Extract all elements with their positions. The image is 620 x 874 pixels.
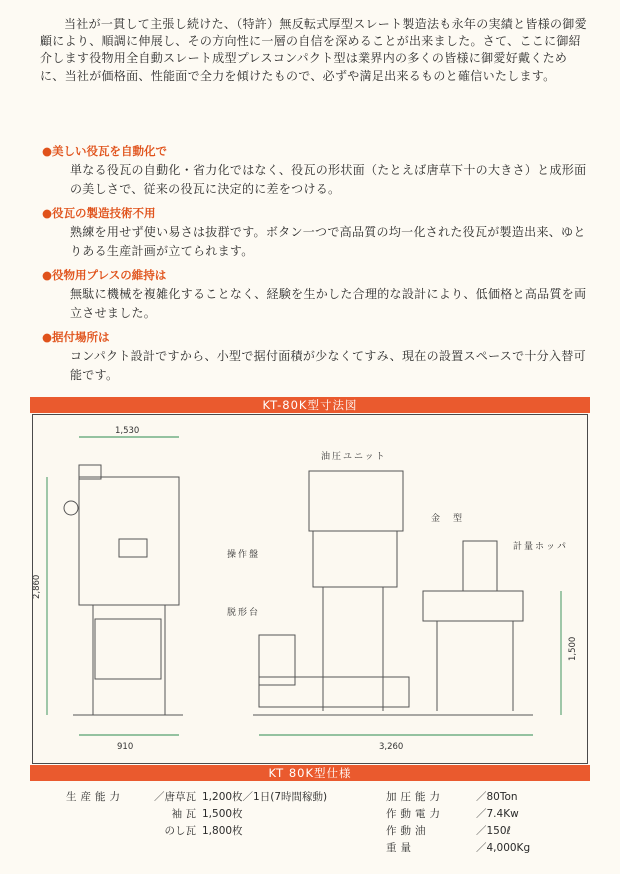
spec-value: ／150ℓ: [476, 825, 511, 837]
feature-text: 無駄に機械を複雑化することなく、経験を生かした合理的な設計により、低価格と高品質を両立させました。: [70, 287, 587, 320]
feature-item: [42, 267, 587, 323]
dim-top-label: 1,530: [115, 426, 140, 436]
feature-title: ●据付場所は: [42, 330, 110, 344]
dim-right-label: 1,500: [568, 636, 578, 661]
spec-row: [66, 806, 327, 823]
dimension-section-title: KT-80K型寸法図: [30, 397, 590, 413]
conveyor-base: [259, 677, 409, 707]
hopper-frame: [423, 591, 523, 621]
feature-title: ●役物用プレスの維持は: [42, 268, 167, 282]
spec-row: [386, 823, 530, 840]
spec-row: [66, 823, 327, 840]
hopper-label: 計量ホッパ: [513, 542, 569, 552]
dim-bottom-right-label: 3,260: [379, 742, 404, 752]
control-panel-label: 操作盤: [227, 550, 261, 560]
spec-table-left: [66, 789, 327, 840]
left-mold-area: [95, 619, 161, 679]
spec-value: 1,200枚／1日(7時間稼動): [202, 791, 328, 803]
dim-height-label: 2,860: [33, 574, 42, 599]
spec-material: 袖 瓦: [171, 808, 196, 820]
spec-label: 重量: [386, 842, 415, 854]
hydraulic-unit: [309, 471, 403, 531]
spec-row: [66, 789, 327, 806]
demold-table-label: 脱形台: [227, 608, 261, 618]
spec-value: ／80Ton: [476, 791, 518, 803]
feature-text: コンパクト設計ですから、小型で据付面積が少なくてすみ、現在の設置スペースで十分入替可能です。: [70, 349, 586, 382]
spec-material: ／唐草瓦: [154, 791, 196, 803]
spec-section-title: KT 80K型仕様: [30, 765, 590, 781]
feature-list: [42, 143, 587, 391]
dimension-diagram: [32, 414, 588, 764]
spec-table-right: [386, 789, 530, 857]
hopper-top: [463, 541, 497, 591]
mold-label: 金 型: [431, 514, 465, 524]
feature-item: [42, 205, 587, 261]
feature-item: [42, 329, 587, 385]
intro-paragraph: 当社が一貫して主張し続けた、（特許）無反転式厚型スレート製造法も永年の実績と皆様の御愛顧により、順調に伸展し、その方向性に一層の自信を深めることが出来ました。さて、ここに御紹介します役物用全自動スレート成型プレスコンパクト型は業界内の多くの皆様に御愛好戴くために、当社が価格面、性能面で全力を傾けたもので、必ずや満足出来るものと確信いたします。: [40, 17, 587, 83]
spec-value: 1,800枚: [202, 825, 243, 837]
spec-row: [386, 840, 530, 857]
spec-row: [386, 806, 530, 823]
left-gauge: [64, 501, 78, 515]
spec-value: ／4,000Kg: [476, 842, 531, 854]
hydraulic-unit-label: 油圧ユニット: [321, 452, 387, 462]
spec-value: ／7.4Kw: [476, 808, 519, 820]
left-window: [119, 539, 147, 557]
spec-label: [66, 823, 148, 840]
control-panel-box: [313, 531, 397, 587]
left-press-body: [79, 477, 179, 605]
spec-label: 作動油: [386, 825, 430, 837]
feature-item: [42, 143, 587, 199]
feature-title: ●美しい役瓦を自動化で: [42, 144, 168, 158]
spec-label: 生産能力: [66, 791, 124, 803]
feature-title: ●役瓦の製造技術不用: [42, 206, 156, 220]
spec-label: 加圧能力: [386, 791, 444, 803]
machine-drawing: [33, 415, 587, 763]
feature-text: 単なる役瓦の自動化・省力化ではなく、役瓦の形状面（たとえば唐草下十の大きさ）と成形面の美しさで、従来の役瓦に決定的に差をつける。: [70, 163, 587, 196]
spec-row: [386, 789, 530, 806]
spec-label: [66, 806, 148, 823]
spec-material: のし瓦: [164, 825, 196, 837]
spec-label: 作動電力: [386, 808, 444, 820]
feature-text: 熟練を用せず使い易さは抜群です。ボタン一つで高品質の均一化された役瓦が製造出来、ゆとりある生産計画が立てられます。: [70, 225, 586, 258]
dim-bottom-left-label: 910: [117, 742, 134, 752]
spec-value: 1,500枚: [202, 808, 243, 820]
